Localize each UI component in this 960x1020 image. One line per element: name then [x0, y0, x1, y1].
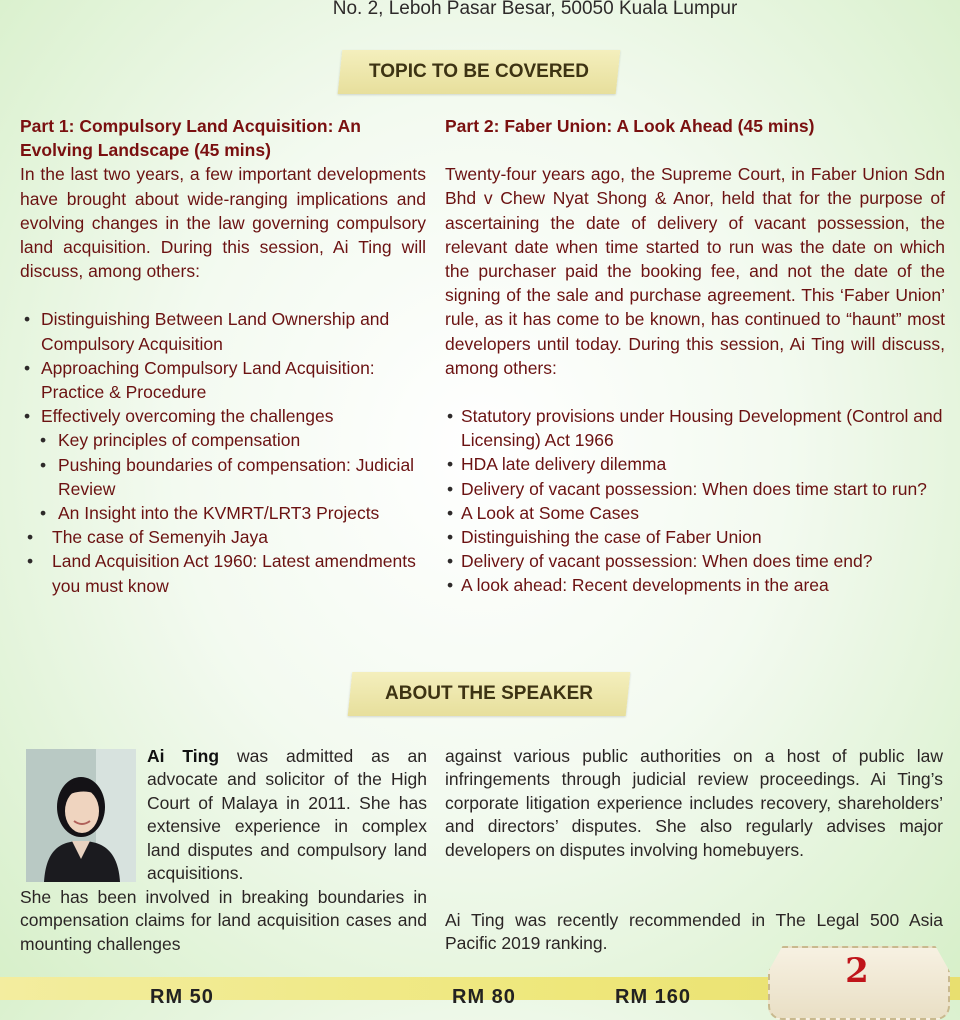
- part1-column: [20, 114, 426, 598]
- speaker-photo: [26, 749, 136, 882]
- part1-bullet: • Land Acquisition Act 1960: Latest amendments you must know: [20, 549, 426, 597]
- speaker-bio-b: She has been involved in breaking boundaries in compensation claims for land acquisition cases and mounting challenges: [20, 887, 427, 954]
- speaker-portrait-icon: [26, 749, 136, 882]
- speaker-bio-intro: [147, 745, 427, 885]
- part2-bullet: • Delivery of vacant possession: When does time end?: [445, 549, 945, 573]
- part2-bullet: • A look ahead: Recent developments in the area: [445, 573, 945, 597]
- part1-sub-bullet: • Pushing boundaries of compensation: Judicial Review: [20, 453, 426, 501]
- part1-bullet: • Effectively overcoming the challenges: [20, 404, 426, 428]
- speaker-bio-c: against various public authorities on a host of public law infringements through judicial review proceedings. Ai Ting’s corporate litigation experience includes recovery, shareholders’ and directors’ disputes. She also regularly advises major developers on disputes involving homebuyers.: [445, 746, 943, 860]
- part2-bullet-list: [445, 404, 945, 598]
- price-label: RM 50: [150, 986, 214, 1008]
- venue-address: No. 2, Leboh Pasar Besar, 50050 Kuala Lumpur: [332, 0, 738, 19]
- part1-sub-bullet: • An Insight into the KVMRT/LRT3 Projects: [20, 501, 426, 525]
- part1-intro: In the last two years, a few important developments have brought about wide-ranging implications and evolving changes in the law governing compulsory land acquisition. During this session, Ai Ting will discuss, among others:: [20, 164, 426, 282]
- part2-bullet: • A Look at Some Cases: [445, 501, 945, 525]
- topic-banner-label: TOPIC TO BE COVERED: [369, 61, 589, 82]
- topic-banner: [338, 50, 621, 94]
- speaker-banner-label: ABOUT THE SPEAKER: [385, 683, 593, 704]
- part1-title: Part 1: Compulsory Land Acquisition: An Evolving Landscape (45 mins): [20, 116, 361, 161]
- price-label: RM 80: [452, 986, 516, 1008]
- part1-bullet-list: [20, 307, 426, 597]
- part1-bullet: • Distinguishing Between Land Ownership and Compulsory Acquisition: [20, 307, 426, 355]
- part2-bullet: • Delivery of vacant possession: When does time start to run?: [445, 477, 945, 501]
- speaker-banner: [348, 672, 631, 716]
- part2-bullet: • Statutory provisions under Housing Development (Control and Licensing) Act 1966: [445, 404, 945, 452]
- price-label: RM 160: [615, 986, 692, 1008]
- part2-intro: Twenty-four years ago, the Supreme Court, in Faber Union Sdn Bhd v Chew Nyat Shong & Anor, held that for the purpose of ascertaining the date of delivery of vacant possession, the relevant date when time started to run was the date on which the purchaser paid the booking fee, and not the date of the signing of the sale and purchase agreement. This ‘Faber Union’ rule, as it has come to be known, has continued to “haunt” most developers until today. During this session, Ai Ting will discuss, among others:: [445, 164, 945, 378]
- part2-title: Part 2: Faber Union: A Look Ahead (45 mins): [445, 116, 815, 136]
- part2-column: [445, 114, 945, 598]
- part2-bullet: • HDA late delivery dilemma: [445, 452, 945, 476]
- part1-bullet: • Approaching Compulsory Land Acquisition: Practice & Procedure: [20, 356, 426, 404]
- part1-bullet: • The case of Semenyih Jaya: [20, 525, 426, 549]
- page-number: 2: [845, 951, 869, 991]
- part2-bullet: • Distinguishing the case of Faber Union: [445, 525, 945, 549]
- part1-sub-bullet: • Key principles of compensation: [20, 428, 426, 452]
- speaker-bio-d: Ai Ting was recently recommended in The Legal 500 Asia Pacific 2019 ranking.: [445, 910, 943, 954]
- speaker-name: Ai Ting: [147, 746, 220, 766]
- speaker-bio-a: was admitted as an advocate and solicitor of the High Court of Malaya in 2011. She has extensive experience in complex land disputes and compulsory land acquisitions.: [147, 746, 427, 884]
